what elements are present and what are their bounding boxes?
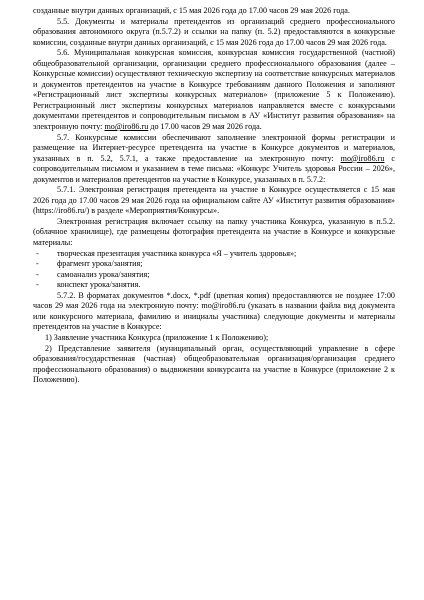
list-item-text: конспект урока/занятия. [57, 280, 141, 290]
list-item-text: самоанализ урока/занятия; [57, 269, 150, 279]
dash-bullet: - [36, 259, 39, 269]
document-body [33, 6, 395, 386]
dash-bullet: - [36, 269, 39, 279]
paragraph-5-7-text: 5.7. Конкурсные комиссии обеспечивают заполнение электронной формы регистрации и размещение на Интернет-ресурсе претендента на участие в Конкурсе документов и материалов, указанных в п. 5.2, 5.7.1, а также предоставление на электронную почту: [33, 132, 395, 163]
paragraph-5-6-end: до 17.00 часов 29 мая 2026 года. [150, 122, 262, 132]
paragraph-5-6-text: 5.6. Муниципальная конкурсная комиссия, конкурсная комиссия государственной (частной) общеобразовательной организации, организации среднего профессионального образования (далее – Конкурсные комиссии) осуществляют техническую экспертизу на соответствие конкурсных материалов и документов претендентов на участие в Конкурсе требованиям данного Положения и заполняют «Регистрационный лист экспертизы конкурсных материалов» (приложение 5 к Положению). Регистрационный лист экспертизы конкурсных материалов направляется вместе с конкурсными документами претендентов и сопроводительным письмом в АУ «Институт развития образования» на электронную почту: [33, 48, 395, 132]
materials-list [33, 249, 395, 291]
dash-bullet: - [36, 280, 39, 290]
paragraph-5-7 [33, 133, 395, 186]
paragraph-5-6 [33, 48, 395, 132]
dash-bullet: - [36, 248, 39, 258]
email-link[interactable]: mo@iro86.ru [340, 153, 385, 163]
paragraph-continuation: созданные внутри данных организаций, с 15 мая 2026 года до 17.00 часов 29 мая 2026 года. [33, 6, 350, 15]
paragraph-5-7-end: с сопроводительным письмом и указанием в теме письма: «Конкурс Учитель здоровья России – 2026», документов и материалов претендентов на участие в Конкурсе, указанных в п. 5.7.2: [33, 153, 396, 184]
paragraph-5-7-1: 5.7.1. Электронная регистрация претендента на участие в Конкурсе осуществляется с 15 мая 2026 года до 17.00 часов 29 мая 2026 года на официальном сайте АУ «Институт развития образования» (https://iro86.ru/) в разделе «Мероприятия/Конкурсы». [33, 185, 395, 216]
list-item-text: творческая презентация участника конкурса «Я – учитель здоровья»; [57, 248, 297, 258]
paragraph-registration: Электронная регистрация включает ссылку на папку участника Конкурса, указанную в п.5.2. (облачное хранилище), где размещены фотография претендента на участие в Конкурсе и конкурсные материалы: [33, 216, 395, 248]
paragraph-item-2: 2) Представление заявителя (муниципальный орган, осуществляющий управление в сфере образования/государственная (частная) общеобразовательная организация/организация среднего профессионального образования) о выдвижении конкурсанта на участие в Конкурсе (приложение 2 к Положению). [33, 343, 395, 385]
email-link[interactable]: mo@iro86.ru [104, 122, 149, 132]
list-item [33, 259, 395, 270]
paragraph-5-7-2: 5.7.2. В форматах документов *.docx, *.pdf (цветная копия) предоставляются не позднее 17:00 часов 29 мая 2026 года на электронную почту: mo@iro86.ru (указать в названии файла вид документа или конкурсного материала, фамилию и инициалы участника) следующие документы и материалы претендентов на участие в Конкурсе: [33, 290, 395, 332]
list-item [33, 249, 395, 260]
list-item-text: фрагмент урока/занятия; [57, 259, 143, 269]
paragraph-item-1: 1) Заявление участника Конкурса (приложение 1 к Положению); [45, 332, 269, 342]
list-item [33, 280, 395, 291]
list-item [33, 270, 395, 281]
paragraph-5-5: 5.5. Документы и материалы претендентов из организаций среднего профессионального образования автономного округа (п.5.7.2) и ссылки на папку (п. 5.2) предоставляются в конкурсные комиссии, созданные внутри данных организаций, с 15 мая 2026 года до 17.00 часов 29 мая 2026 года. [33, 16, 395, 47]
